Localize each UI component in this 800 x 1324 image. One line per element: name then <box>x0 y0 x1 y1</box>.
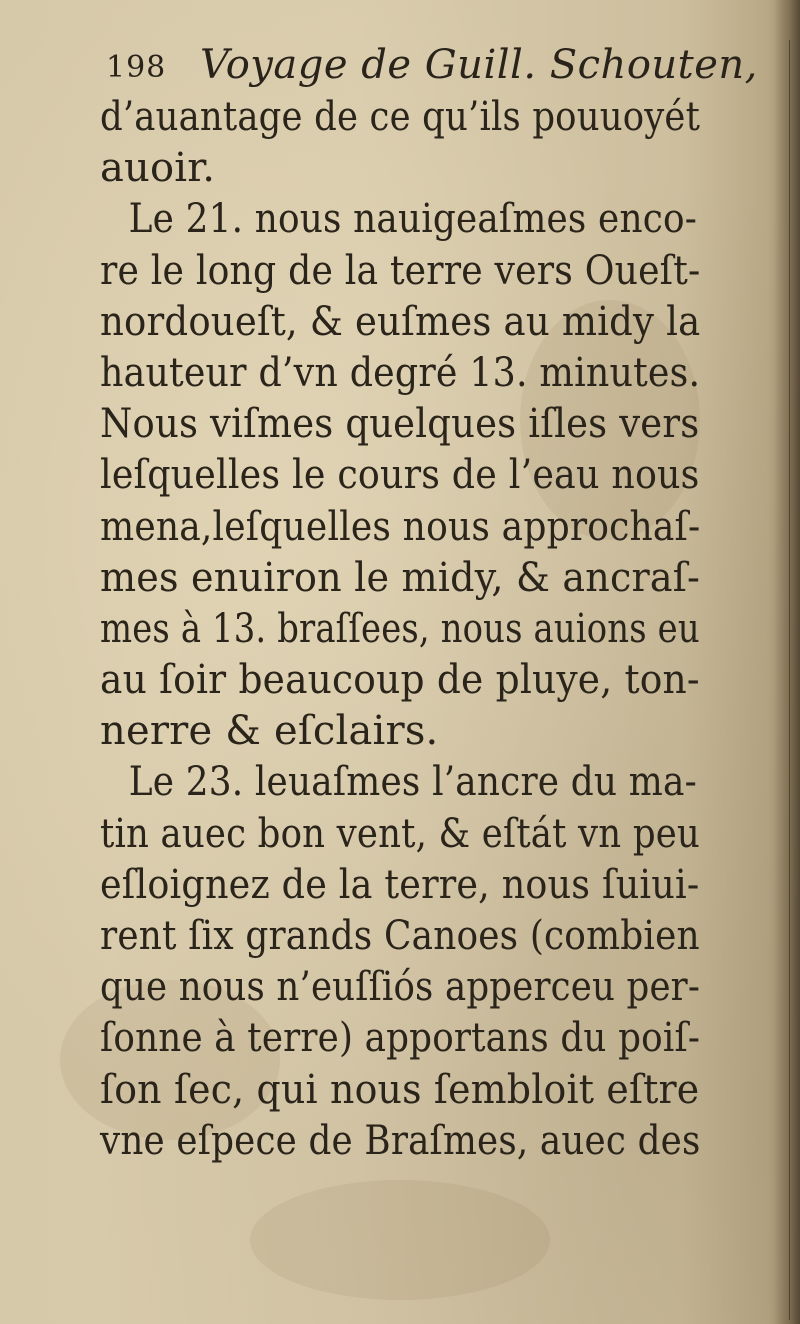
text-line: que nous n’euſſiós apperceu per- <box>100 964 701 1011</box>
text-line: mes enuiron le midy, & ancraſ- <box>100 554 701 601</box>
page-fold-shadow <box>774 0 800 1324</box>
text-line: auoir. <box>100 145 216 192</box>
text-line: hauteur d’vn degré 13. minutes. <box>100 349 701 396</box>
paper-stain <box>250 1180 550 1300</box>
text-line: eſloignez de la terre, nous ſuiui- <box>100 861 700 908</box>
text-line: ſonne à terre) apportans du poiſ- <box>100 1015 701 1062</box>
text-line: Le 23. leuaſmes l’ancre du ma- <box>128 759 697 806</box>
text-line: ſon ſec, qui nous ſembloit eſtre <box>100 1066 700 1113</box>
text-line: d’auantage de ce qu’ils pouuoyét <box>100 94 700 140</box>
text-line: Nous viſmes quelques iſles vers <box>100 401 700 448</box>
page-edge <box>789 40 790 1320</box>
text-line: nordoueſt, & euſmes au midy la <box>100 298 701 345</box>
text-line: Le 21. nous nauigeaſmes enco- <box>128 196 698 243</box>
text-line: leſquelles le cours de l’eau nous <box>100 452 700 499</box>
body-text <box>100 92 720 1167</box>
text-line: mes à 13. braſſees, nous auions eu <box>100 605 700 652</box>
text-line: au ſoir beaucoup de pluye, ton- <box>100 657 700 704</box>
text-line: tin auec bon vent, & eſtát vn peu <box>100 810 700 857</box>
text-line: vne eſpece de Braſmes, auec des <box>100 1117 701 1164</box>
text-line: mena,leſquelles nous approchaſ- <box>100 503 701 550</box>
text-line: re le long de la terre vers Oueſt- <box>100 247 701 294</box>
text-line: nerre & eſclairs. <box>100 708 439 755</box>
running-title: Voyage de Guill. Schouten, <box>200 42 758 88</box>
page-header <box>100 40 758 96</box>
text-line: rent ſix grands Canoes (combien <box>100 913 700 959</box>
page-number: 198 <box>106 50 167 85</box>
